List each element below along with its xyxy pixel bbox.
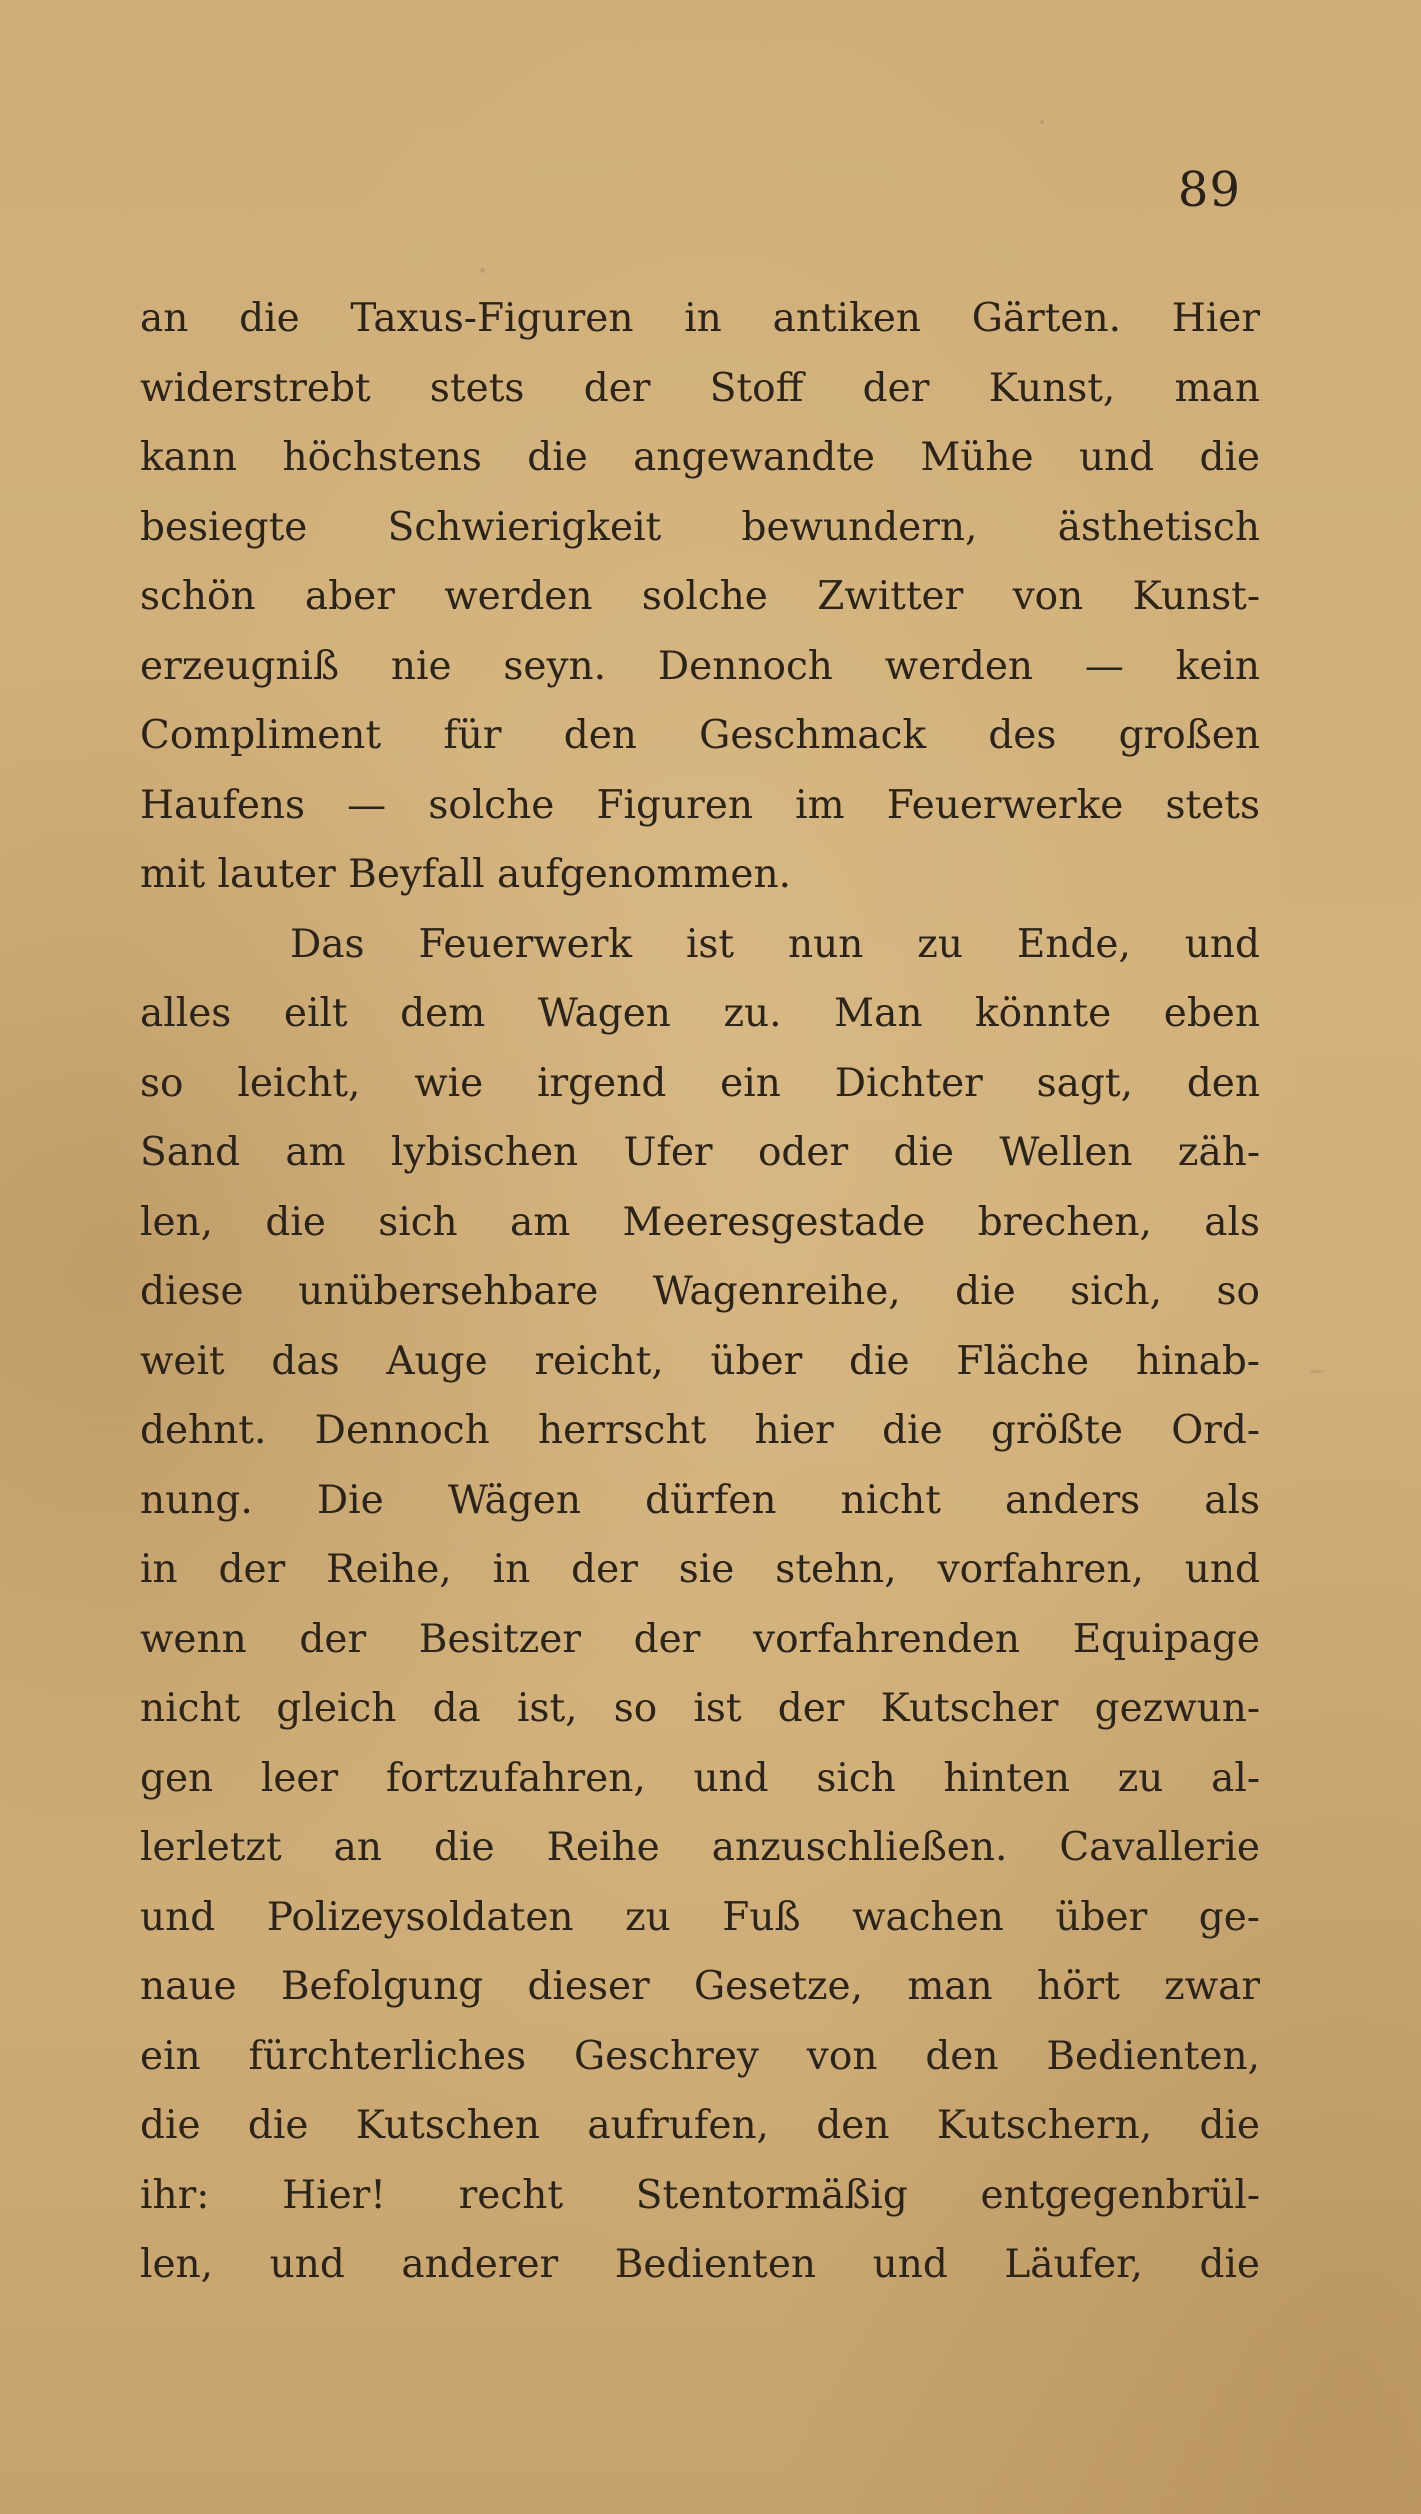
text-line: weit das Auge reicht, über die Fläche hinab- — [140, 1338, 1260, 1384]
body-text — [140, 284, 1260, 2300]
text-line: nung. Die Wägen dürfen nicht anders als — [140, 1477, 1260, 1523]
text-line: wenn der Besitzer der vorfahrenden Equipage — [140, 1616, 1260, 1662]
text-line: und Polizeysoldaten zu Fuß wachen über ge- — [140, 1894, 1260, 1940]
text-line: widerstrebt stets der Stoff der Kunst, man — [140, 365, 1260, 411]
text-line: die die Kutschen aufrufen, den Kutschern, die — [140, 2103, 1260, 2148]
text-line: kann höchstens die angewandte Mühe und die — [140, 435, 1260, 480]
text-line: in der Reihe, in der sie stehn, vorfahren, und — [140, 1547, 1260, 1592]
text-line: gen leer fortzufahren, und sich hinten zu al- — [140, 1755, 1260, 1801]
paper-speck — [1310, 1370, 1324, 1373]
paper-speck — [480, 268, 485, 273]
text-line: diese unübersehbare Wagenreihe, die sich, so — [140, 1269, 1260, 1314]
page-number: 89 — [1177, 162, 1241, 218]
text-line: schön aber werden solche Zwitter von Kunst- — [140, 574, 1260, 619]
text-line: so leicht, wie irgend ein Dichter sagt, den — [140, 1060, 1260, 1106]
text-line: erzeugniß nie seyn. Dennoch werden — kein — [140, 643, 1260, 689]
text-line: Das Feuerwerk ist nun zu Ende, und — [290, 921, 1260, 967]
text-line: ihr: Hier! recht Stentormäßig entgegenbrül- — [140, 2172, 1260, 2218]
text-line: mit lauter Beyfall aufgenommen. — [140, 852, 791, 897]
text-line: Sand am lybischen Ufer oder die Wellen zäh- — [140, 1130, 1260, 1175]
text-line: dehnt. Dennoch herrscht hier die größte Ord- — [140, 1408, 1260, 1453]
text-line: ein fürchterliches Geschrey von den Bedienten, — [140, 2033, 1260, 2079]
text-line: besiegte Schwierigkeit bewundern, ästhetisch — [140, 504, 1260, 550]
text-line: nicht gleich da ist, so ist der Kutscher gezwun- — [140, 1686, 1260, 1731]
paper-speck — [1040, 120, 1044, 124]
text-line: lerletzt an die Reihe anzuschließen. Cavallerie — [140, 1825, 1260, 1870]
text-line: alles eilt dem Wagen zu. Man könnte eben — [140, 991, 1260, 1036]
text-line: naue Befolgung dieser Gesetze, man hört zwar — [140, 1964, 1260, 2009]
text-line: len, die sich am Meeresgestade brechen, als — [140, 1199, 1260, 1245]
text-line: len, und anderer Bedienten und Läufer, die — [140, 2242, 1260, 2287]
text-line: Compliment für den Geschmack des großen — [140, 713, 1260, 758]
text-line: Haufens — solche Figuren im Feuerwerke stets — [140, 782, 1260, 828]
text-line: an die Taxus-Figuren in antiken Gärten. Hier — [140, 296, 1260, 341]
